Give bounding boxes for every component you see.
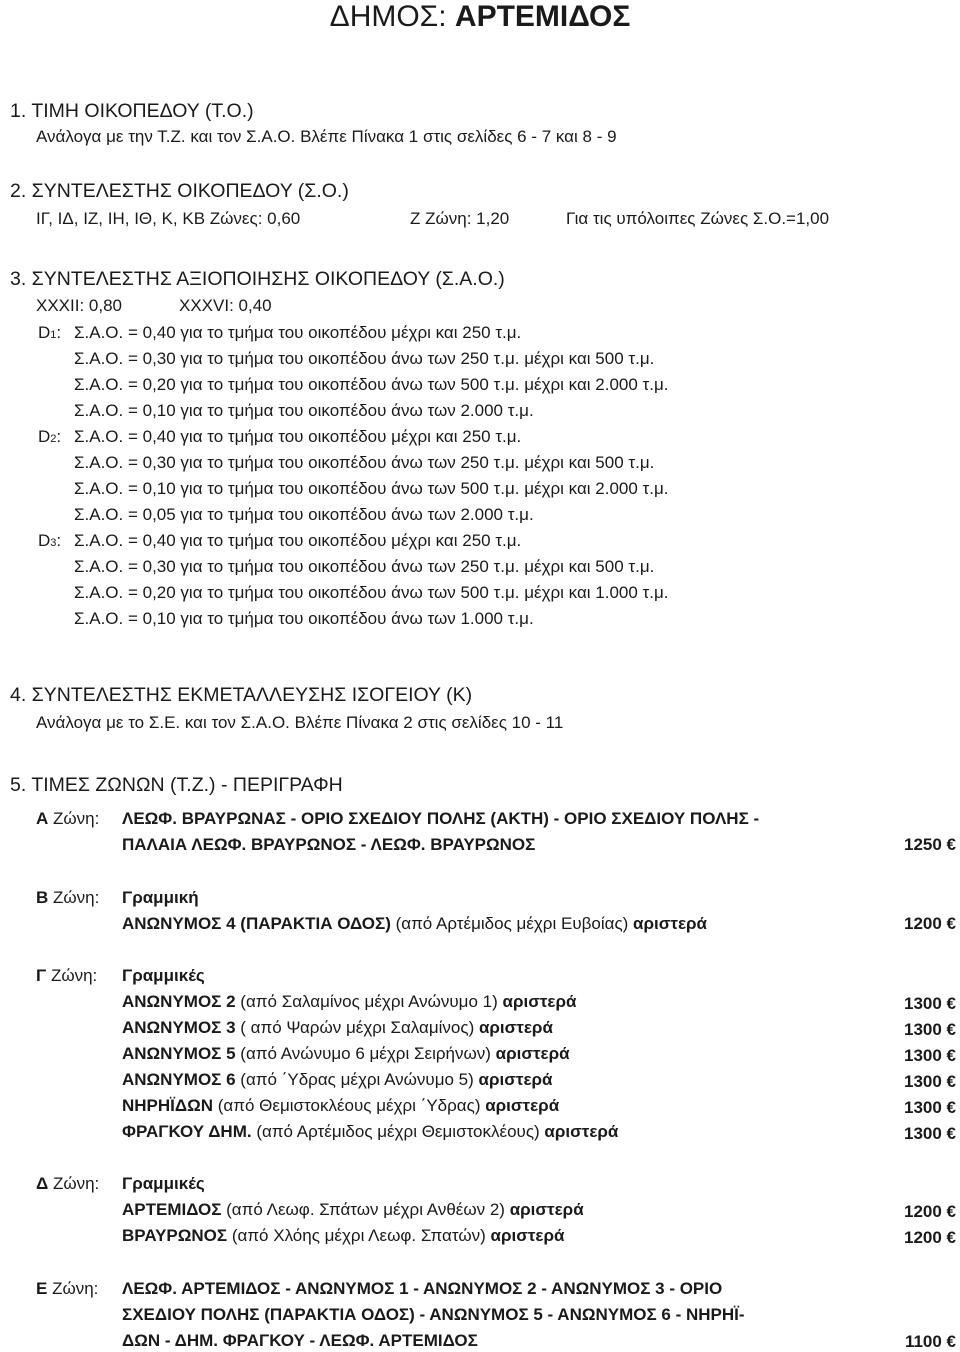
- zone-d-price: 1200 €: [904, 1202, 956, 1221]
- zone-e-line: ΣΧΕΔΙΟΥ ΠΟΛΗΣ (ΠΑΡΑΚΤΙΑ ΟΔΟΣ) - ΑΝΩΝΥΜΟΣ 5 - ΑΝΩΝΥΜΟΣ 6 - ΝΗΡΗΪ-: [122, 1305, 745, 1324]
- zone-g-row: ΦΡΑΓΚΟΥ ΔΗΜ. (από Αρτέμιδος μέχρι Θεμιστοκλέους) αριστερά: [122, 1122, 619, 1141]
- section-4-heading: 4. ΣΥΝΤΕΛΕΣΤΗΣ ΕΚΜΕΤΑΛΛΕΥΣΗΣ ΙΣΟΓΕΙΟΥ (Κ): [10, 684, 473, 706]
- section-3-heading: 3. ΣΥΝΤΕΛΕΣΤΗΣ ΑΞΙΟΠΟΙΗΣΗΣ ΟΙΚΟΠΕΔΟΥ (Σ.Α.Ο.): [10, 268, 505, 290]
- d3-line: Σ.Α.Ο. = 0,10 για το τμήμα του οικοπέδου άνω των 1.000 τ.μ.: [74, 609, 534, 628]
- zone-e-line: ΛΕΩΦ. ΑΡΤΕΜΙΔΟΣ - ΑΝΩΝΥΜΟΣ 1 - ΑΝΩΝΥΜΟΣ 2 - ΑΝΩΝΥΜΟΣ 3 - ΟΡΙΟ: [122, 1279, 723, 1298]
- d2-line: Σ.Α.Ο. = 0,30 για το τμήμα του οικοπέδου άνω των 250 τ.μ. μέχρι και 500 τ.μ.: [74, 453, 655, 472]
- zone-a-line: ΠΑΛΑΙΑ ΛΕΩΦ. ΒΡΑΥΡΩΝΟΣ - ΛΕΩΦ. ΒΡΑΥΡΩΝΟΣ: [122, 835, 536, 854]
- zone-d-label: Δ Ζώνη:: [36, 1174, 100, 1193]
- zone-g-price: 1300 €: [904, 1072, 956, 1091]
- d2-label: D2:: [38, 427, 62, 446]
- zone-a-label: Α Ζώνη:: [36, 809, 100, 828]
- zone-a-line: ΛΕΩΦ. ΒΡΑΥΡΩΝΑΣ - ΟΡΙΟ ΣΧΕΔΙΟΥ ΠΟΛΗΣ (ΑΚΤΗ) - ΟΡΙΟ ΣΧΕΔΙΟΥ ΠΟΛΗΣ -: [122, 809, 760, 828]
- zone-d-price: 1200 €: [904, 1228, 956, 1247]
- zone-b-row: ΑΝΩΝΥΜΟΣ 4 (ΠΑΡΑΚΤΙΑ ΟΔΟΣ) (από Αρτέμιδος μέχρι Ευβοίας) αριστερά: [122, 914, 707, 933]
- zone-d-type: Γραμμικές: [122, 1174, 205, 1193]
- section-2-zones-a: ΙΓ, ΙΔ, ΙΖ, ΙΗ, ΙΘ, Κ, ΚΒ Ζώνες: 0,60: [36, 209, 301, 228]
- section-3-xxxii: XXXII: 0,80: [36, 296, 122, 315]
- d1-line: Σ.Α.Ο. = 0,20 για το τμήμα του οικοπέδου άνω των 500 τ.μ. μέχρι και 2.000 τ.μ.: [74, 375, 669, 394]
- section-2-heading: 2. ΣΥΝΤΕΛΕΣΤΗΣ ΟΙΚΟΠΕΔΟΥ (Σ.Ο.): [10, 180, 349, 202]
- zone-e-line: ΔΩΝ - ΔΗΜ. ΦΡΑΓΚΟΥ - ΛΕΩΦ. ΑΡΤΕΜΙΔΟΣ: [122, 1331, 478, 1350]
- zone-g-type: Γραμμικές: [122, 966, 205, 985]
- zone-d-row: ΑΡΤΕΜΙΔΟΣ (από Λεωφ. Σπάτων μέχρι Ανθέων 2) αριστερά: [122, 1200, 584, 1219]
- municipality-name: ΑΡΤΕΜΙΔΟΣ: [454, 0, 631, 33]
- zone-g-row: ΑΝΩΝΥΜΟΣ 2 (από Σαλαμίνος μέχρι Ανώνυμο 1) αριστερά: [122, 992, 577, 1011]
- zone-a-price: 1250 €: [904, 835, 956, 854]
- zone-b-type: Γραμμική: [122, 888, 199, 907]
- d3-line: Σ.Α.Ο. = 0,30 για το τμήμα του οικοπέδου άνω των 250 τ.μ. μέχρι και 500 τ.μ.: [74, 557, 655, 576]
- section-4-text: Ανάλογα με το Σ.Ε. και τον Σ.Α.Ο. Βλέπε Πίνακα 2 στις σελίδες 10 - 11: [36, 713, 564, 732]
- section-5-heading: 5. ΤΙΜΕΣ ΖΩΝΩΝ (Τ.Ζ.) - ΠΕΡΙΓΡΑΦΗ: [10, 774, 343, 796]
- zone-e-price: 1100 €: [904, 1332, 956, 1351]
- section-1-text: Ανάλογα με την Τ.Ζ. και τον Σ.Α.Ο. Βλέπε Πίνακα 1 στις σελίδες 6 - 7 και 8 - 9: [36, 127, 617, 146]
- d3-line: Σ.Α.Ο. = 0,40 για το τμήμα του οικοπέδου μέχρι και 250 τ.μ.: [74, 531, 522, 550]
- zone-g-row: ΑΝΩΝΥΜΟΣ 5 (από Ανώνυμο 6 μέχρι Σειρήνων) αριστερά: [122, 1044, 570, 1063]
- zone-g-row: ΑΝΩΝΥΜΟΣ 3 ( από Ψαρών μέχρι Σαλαμίνος) αριστερά: [122, 1018, 553, 1037]
- zone-g-label: Γ Ζώνη:: [36, 966, 98, 985]
- zone-b-label: Β Ζώνη:: [36, 888, 100, 907]
- d2-line: Σ.Α.Ο. = 0,40 για το τμήμα του οικοπέδου μέχρι και 250 τ.μ.: [74, 427, 522, 446]
- d1-line: Σ.Α.Ο. = 0,30 για το τμήμα του οικοπέδου άνω των 250 τ.μ. μέχρι και 500 τ.μ.: [74, 349, 655, 368]
- d3-line: Σ.Α.Ο. = 0,20 για το τμήμα του οικοπέδου άνω των 500 τ.μ. μέχρι και 1.000 τ.μ.: [74, 583, 669, 602]
- zone-g-price: 1300 €: [904, 1124, 956, 1143]
- section-3-xxxvi: XXXVI: 0,40: [179, 296, 272, 315]
- section-2-zones-b: Ζ Ζώνη: 1,20: [410, 209, 510, 228]
- zone-b-price: 1200 €: [904, 914, 956, 933]
- zone-g-price: 1300 €: [904, 1046, 956, 1065]
- zone-g-row: ΑΝΩΝΥΜΟΣ 6 (από ΄Υδρας μέχρι Ανώνυμο 5) αριστερά: [122, 1070, 553, 1089]
- d2-line: Σ.Α.Ο. = 0,10 για το τμήμα του οικοπέδου άνω των 500 τ.μ. μέχρι και 2.000 τ.μ.: [74, 479, 669, 498]
- section-2-zones-c: Για τις υπόλοιπες Ζώνες Σ.Ο.=1,00: [566, 209, 830, 228]
- zone-g-row: ΝΗΡΗΪΔΩΝ (από Θεμιστοκλέους μέχρι ΄Υδρας) αριστερά: [122, 1096, 560, 1115]
- d1-label: D1:: [38, 323, 62, 342]
- page-title: ΔΗΜΟΣ: ΑΡΤΕΜΙΔΟΣ: [329, 0, 631, 33]
- zone-e-label: Ε Ζώνη:: [36, 1279, 99, 1298]
- zone-g-price: 1300 €: [904, 1098, 956, 1117]
- d2-line: Σ.Α.Ο. = 0,05 για το τμήμα του οικοπέδου άνω των 2.000 τ.μ.: [74, 505, 534, 524]
- zone-d-row: ΒΡΑΥΡΩΝΟΣ (από Χλόης μέχρι Λεωφ. Σπατών) αριστερά: [122, 1226, 565, 1245]
- d3-label: D3:: [38, 531, 62, 550]
- zone-g-price: 1300 €: [904, 1020, 956, 1039]
- d1-line: Σ.Α.Ο. = 0,40 για το τμήμα του οικοπέδου μέχρι και 250 τ.μ.: [74, 323, 522, 342]
- zone-g-price: 1300 €: [904, 994, 956, 1013]
- section-1-heading: 1. ΤΙΜΗ ΟΙΚΟΠΕΔΟΥ (Τ.Ο.): [10, 100, 254, 122]
- d1-line: Σ.Α.Ο. = 0,10 για το τμήμα του οικοπέδου άνω των 2.000 τ.μ.: [74, 401, 534, 420]
